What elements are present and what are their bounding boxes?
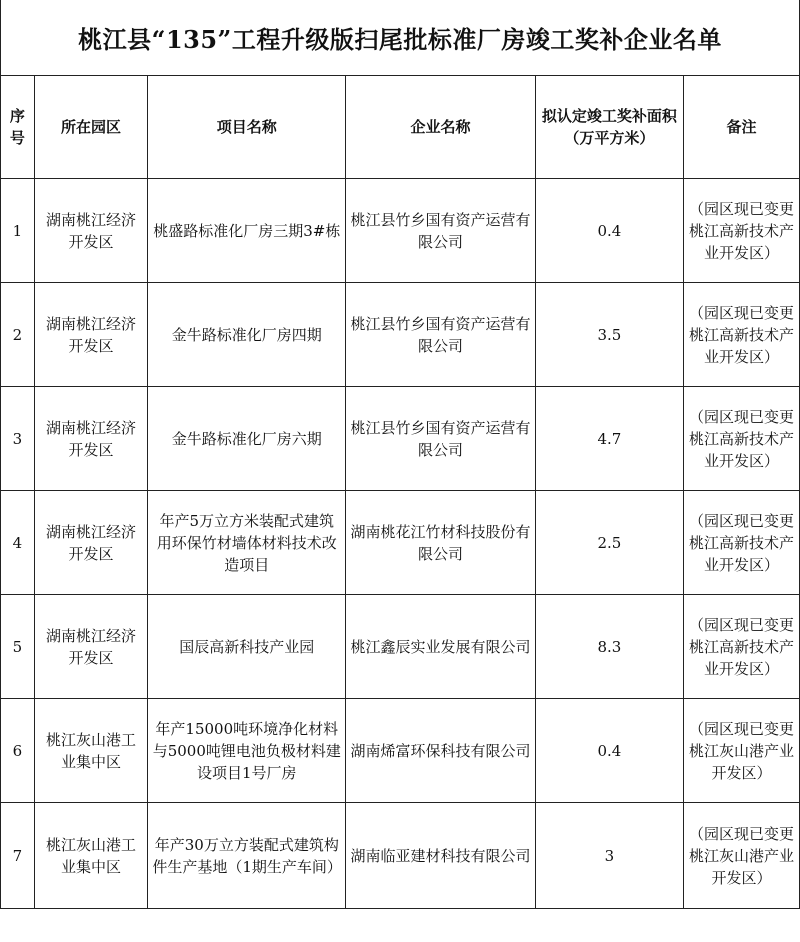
header-row xyxy=(1,76,800,179)
header-area: 拟认定竣工奖补面积（万平方米） xyxy=(535,76,683,179)
table-row xyxy=(1,699,800,803)
cell-project: 年产5万立方米装配式建筑用环保竹材墙体材料技术改造项目 xyxy=(148,491,346,595)
cell-note: （园区现已变更桃江高新技术产业开发区） xyxy=(684,179,800,283)
cell-index: 1 xyxy=(1,179,35,283)
cell-index: 6 xyxy=(1,699,35,803)
cell-company: 桃江县竹乡国有资产运营有限公司 xyxy=(346,283,535,387)
table-body xyxy=(1,179,800,909)
cell-index: 7 xyxy=(1,803,35,909)
table-row xyxy=(1,803,800,909)
header-note: 备注 xyxy=(684,76,800,179)
cell-area: 8.3 xyxy=(535,595,683,699)
cell-index: 3 xyxy=(1,387,35,491)
cell-company: 桃江县竹乡国有资产运营有限公司 xyxy=(346,179,535,283)
table-row xyxy=(1,387,800,491)
cell-company: 湖南烯富环保科技有限公司 xyxy=(346,699,535,803)
cell-project: 金牛路标准化厂房六期 xyxy=(148,387,346,491)
cell-zone: 湖南桃江经济开发区 xyxy=(34,179,148,283)
cell-zone: 湖南桃江经济开发区 xyxy=(34,491,148,595)
cell-area: 2.5 xyxy=(535,491,683,595)
header-index: 序号 xyxy=(1,76,35,179)
cell-area: 0.4 xyxy=(535,179,683,283)
title-row xyxy=(1,0,800,76)
cell-area: 4.7 xyxy=(535,387,683,491)
cell-index: 2 xyxy=(1,283,35,387)
cell-note: （园区现已变更桃江高新技术产业开发区） xyxy=(684,387,800,491)
table-row xyxy=(1,595,800,699)
header-company: 企业名称 xyxy=(346,76,535,179)
cell-note: （园区现已变更桃江高新技术产业开发区） xyxy=(684,595,800,699)
cell-project: 国辰高新科技产业园 xyxy=(148,595,346,699)
cell-note: （园区现已变更桃江灰山港产业开发区） xyxy=(684,803,800,909)
cell-area: 3 xyxy=(535,803,683,909)
page-title: 桃江县“135”工程升级版扫尾批标准厂房竣工奖补企业名单 xyxy=(1,0,800,76)
table-row xyxy=(1,491,800,595)
cell-zone: 湖南桃江经济开发区 xyxy=(34,595,148,699)
cell-company: 桃江县竹乡国有资产运营有限公司 xyxy=(346,387,535,491)
cell-project: 金牛路标准化厂房四期 xyxy=(148,283,346,387)
header-zone: 所在园区 xyxy=(34,76,148,179)
cell-project: 年产15000吨环境净化材料与5000吨锂电池负极材料建设项目1号厂房 xyxy=(148,699,346,803)
cell-note: （园区现已变更桃江高新技术产业开发区） xyxy=(684,491,800,595)
cell-index: 4 xyxy=(1,491,35,595)
cell-area: 3.5 xyxy=(535,283,683,387)
cell-zone: 桃江灰山港工业集中区 xyxy=(34,803,148,909)
cell-project: 年产30万立方装配式建筑构件生产基地（1期生产车间） xyxy=(148,803,346,909)
cell-note: （园区现已变更桃江高新技术产业开发区） xyxy=(684,283,800,387)
cell-company: 湖南桃花江竹材科技股份有限公司 xyxy=(346,491,535,595)
cell-project: 桃盛路标准化厂房三期3#栋 xyxy=(148,179,346,283)
cell-zone: 桃江灰山港工业集中区 xyxy=(34,699,148,803)
cell-note: （园区现已变更桃江灰山港产业开发区） xyxy=(684,699,800,803)
cell-zone: 湖南桃江经济开发区 xyxy=(34,387,148,491)
cell-company: 桃江鑫辰实业发展有限公司 xyxy=(346,595,535,699)
cell-company: 湖南临亚建材科技有限公司 xyxy=(346,803,535,909)
header-project: 项目名称 xyxy=(148,76,346,179)
cell-zone: 湖南桃江经济开发区 xyxy=(34,283,148,387)
cell-index: 5 xyxy=(1,595,35,699)
cell-area: 0.4 xyxy=(535,699,683,803)
table-row xyxy=(1,179,800,283)
table-row xyxy=(1,283,800,387)
